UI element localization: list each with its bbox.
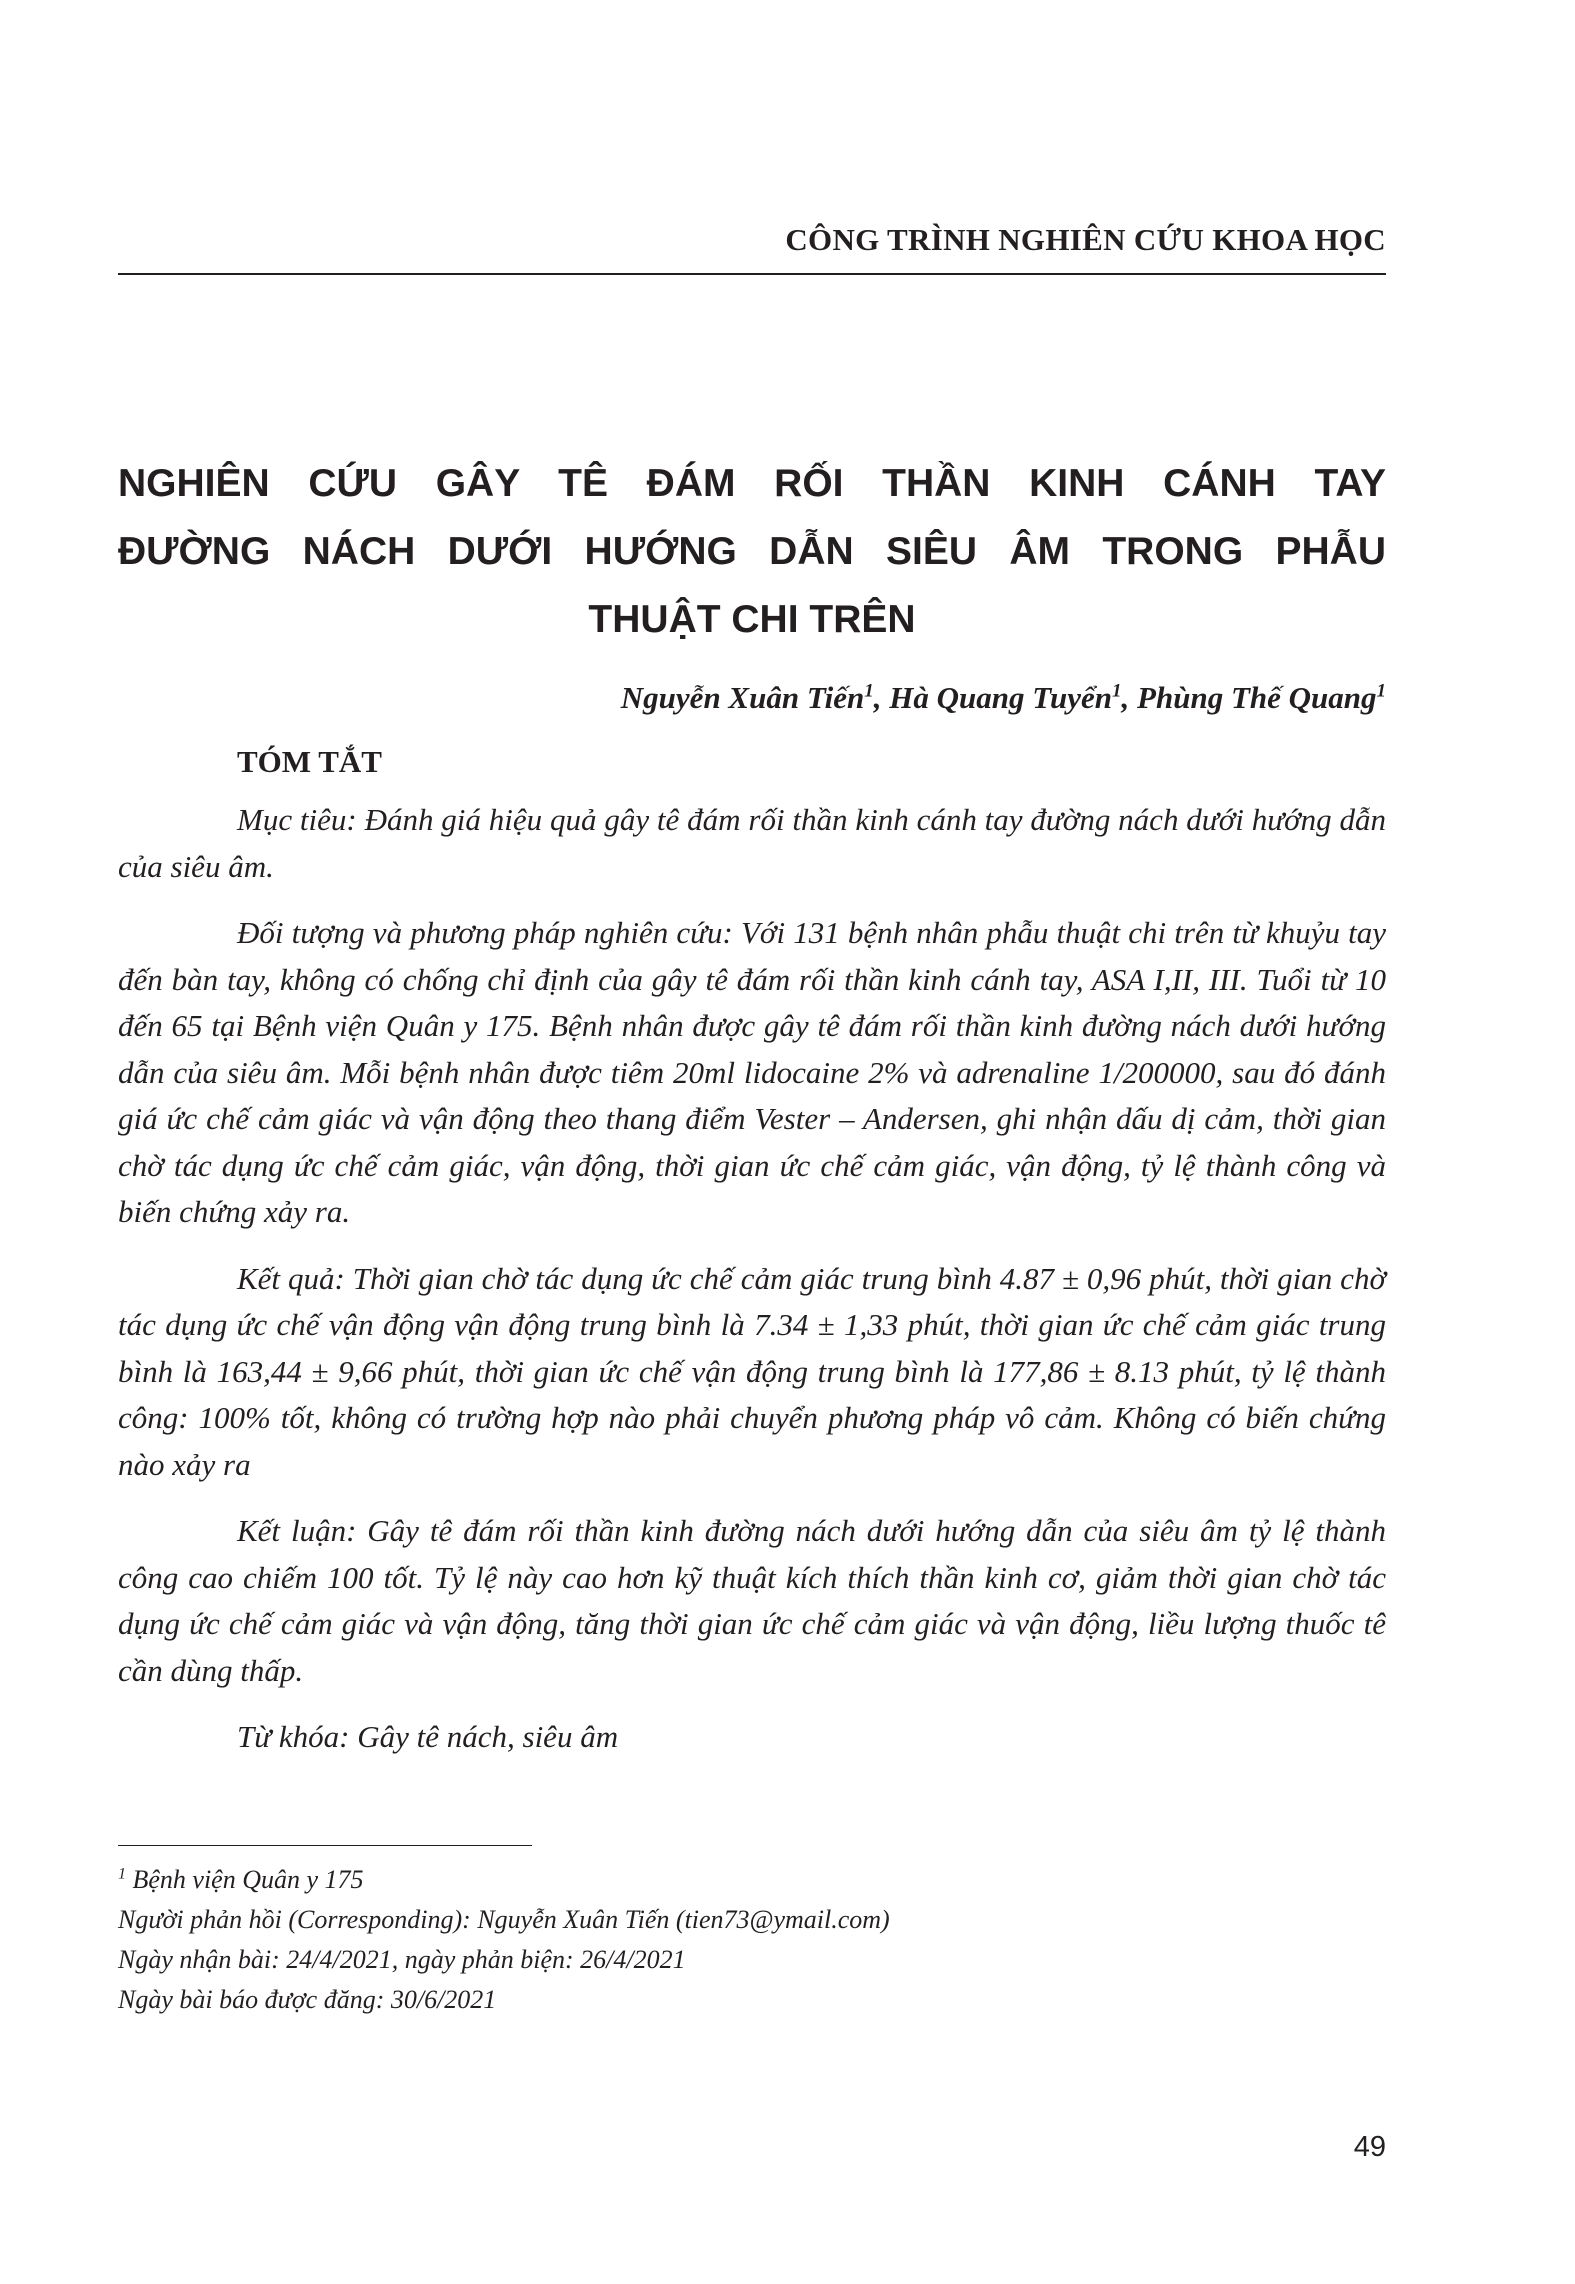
abstract-keywords: Từ khóa: Gây tê nách, siêu âm	[237, 1719, 619, 1754]
author-name: Phùng Thế Quang	[1137, 680, 1377, 715]
footnote-published-date: Ngày bài báo được đăng: 30/6/2021	[118, 1985, 497, 2014]
abstract-results: Kết quả: Thời gian chờ tác dụng ức chế cảm giác trung bình 4.87 ± 0,96 phút, thời gian chờ tác dụng ức chế vận động vận động trung bình là 7.34 ± 1,33 phút, thời gian ức chế cảm giác trung bình là 163,44 ± 9,66 phút, thời gian ức chế vận động trung bình là 177,86 ± 8.13 phút, tỷ lệ thành công: 100% tốt, không có trường hợp nào phải chuyển phương pháp vô cảm. Không có biến chứng nào xảy ra	[118, 1260, 1386, 1482]
footnote-corresponding: Người phản hồi (Corresponding): Nguyễn Xuân Tiến (tien73@ymail.com)	[118, 1905, 890, 1934]
abstract-methods: Đối tượng và phương pháp nghiên cứu: Với 131 bệnh nhân phẫu thuật chi trên từ khuỷu tay đến bàn tay, không có chống chỉ định của gây tê đám rối thần kinh cánh tay, ASA I,II, III. Tuổi từ 10 đến 65 tại Bệnh viện Quân y 175. Bệnh nhân được gây tê đám rối thần kinh đường nách dưới hướng dẫn của siêu âm. Mỗi bệnh nhân được tiêm 20ml lidocaine 2% và adrenaline 1/200000, sau đó đánh giá ức chế cảm giác và vận động theo thang điểm Vester – Andersen, ghi nhận dấu dị cảm, thời gian chờ tác dụng ức chế cảm giác, vận động, thời gian ức chế cảm giác, vận động, tỷ lệ thành công và biến chứng xảy ra.	[118, 915, 1386, 1229]
footnote-affiliation	[118, 1860, 1386, 1900]
abstract-heading: TÓM TẮT	[237, 744, 382, 779]
title-line-1: NGHIÊN CỨU GÂY TÊ ĐÁM RỐI THẦN KINH CÁNH TAY	[118, 462, 1386, 505]
header-rule	[118, 273, 1386, 275]
running-header: CÔNG TRÌNH NGHIÊN CỨU KHOA HỌC	[785, 222, 1386, 257]
footnote-mark: 1	[118, 1865, 126, 1883]
affiliation-text: Bệnh viện Quân y 175	[132, 1865, 364, 1894]
page-number: 49	[1353, 2131, 1386, 2163]
author-separator: ,	[873, 680, 890, 715]
article-title	[118, 450, 1386, 654]
title-line-3: THUẬT CHI TRÊN	[588, 598, 916, 641]
footnotes	[118, 1860, 1386, 2020]
abstract-conclusion: Kết luận: Gây tê đám rối thần kinh đường nách dưới hướng dẫn của siêu âm tỷ lệ thành công cao chiếm 100 tốt. Tỷ lệ này cao hơn kỹ thuật kích thích thần kinh cơ, giảm thời gian chờ tác dụng ức chế cảm giác và vận động, tăng thời gian ức chế cảm giác và vận động, liều lượng thuốc tê cần dùng thấp.	[118, 1513, 1386, 1688]
footnote-received-date: Ngày nhận bài: 24/4/2021, ngày phản biện: 26/4/2021	[118, 1945, 686, 1974]
title-line-2: ĐƯỜNG NÁCH DƯỚI HƯỚNG DẪN SIÊU ÂM TRONG PHẪU	[118, 530, 1386, 573]
author-affiliation-mark: 1	[864, 680, 874, 702]
author-list	[118, 680, 1386, 716]
author-name: Hà Quang Tuyển	[889, 680, 1113, 715]
author-separator: ,	[1121, 680, 1138, 715]
abstract-body	[118, 797, 1386, 1781]
author-affiliation-mark: 1	[1376, 680, 1386, 702]
abstract-objective: Mục tiêu: Đánh giá hiệu quả gây tê đám rối thần kinh cánh tay đường nách dưới hướng dẫn của siêu âm.	[118, 802, 1386, 884]
author-name: Nguyễn Xuân Tiến	[620, 680, 865, 715]
author-affiliation-mark: 1	[1112, 680, 1122, 702]
footnote-rule	[118, 1845, 532, 1846]
